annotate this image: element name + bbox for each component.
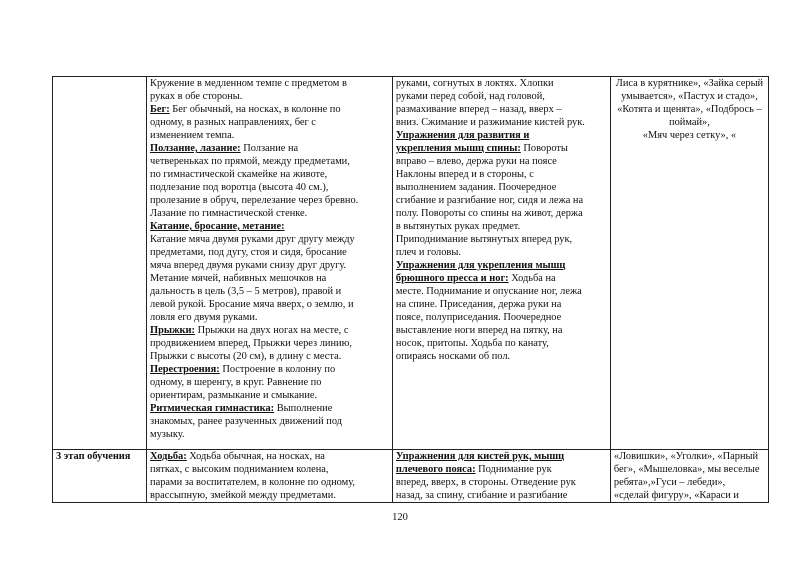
text-line (150, 116, 389, 129)
body-text: пятках, с высоким подниманием колена, (150, 464, 329, 475)
section-heading: Прыжки: (150, 325, 195, 336)
body-text: Прыжки с высоты (20 см), в длину с места. (150, 351, 342, 362)
game-line: Лиса в курятнике», «Зайка серый (615, 78, 764, 89)
body-text: в вытянутых руках предмет. (395, 221, 521, 232)
section-heading: Ползание, лазание: (150, 143, 241, 154)
text-line (396, 324, 607, 337)
body-text: Выполнение (274, 403, 333, 414)
game-line: поймай», (669, 117, 710, 128)
text-line (150, 285, 389, 298)
movements-cell (147, 77, 393, 450)
body-text: по гимнастической скамейке на животе, (150, 169, 328, 180)
text-line (396, 489, 607, 502)
text-line (396, 337, 607, 350)
body-text: поясе, полуприседания. Поочередное (395, 312, 562, 323)
text-line (396, 155, 607, 168)
text-line (396, 285, 607, 298)
body-text: предметами, под дугу, стоя и сидя, бросание (150, 247, 347, 258)
body-text: назад, за спину, сгибание и разгибание (395, 490, 568, 501)
body-text: Метание мячей, набивных мешочков на (150, 273, 327, 284)
text-line (150, 350, 389, 363)
text-line (150, 489, 389, 502)
text-line (396, 272, 607, 285)
text-line (150, 77, 389, 90)
text-line (150, 376, 389, 389)
stage-label: 3 этап обучения (53, 450, 147, 503)
games-cell (610, 77, 768, 450)
text-line (396, 463, 607, 476)
text-line (150, 220, 389, 233)
exercises-cell (392, 77, 610, 450)
section-heading: Упражнения для кистей рук, мышц (395, 451, 565, 462)
text-line (150, 463, 389, 476)
body-text: пролезание в обруч, перелезание через бревно. (150, 195, 359, 206)
body-text: Бег обычный, на носках, в колонне по (169, 104, 341, 115)
text-line (150, 298, 389, 311)
text-line (396, 207, 607, 220)
games-cell (610, 450, 768, 503)
text-line (396, 181, 607, 194)
text-line (396, 129, 607, 142)
text-line (396, 116, 607, 129)
text-line (396, 194, 607, 207)
game-line: «Ловишки», «Уголки», «Парный (613, 451, 759, 462)
text-line (150, 194, 389, 207)
body-text: четвереньках по прямой, между предметами, (150, 156, 350, 167)
text-line (396, 259, 607, 272)
text-line (150, 129, 389, 142)
movements-cell (147, 450, 393, 503)
body-text: носок, притопы. Ходьба по канату, (395, 338, 549, 349)
text-line (396, 311, 607, 324)
section-heading: Перестроения: (150, 364, 220, 375)
text-line (396, 90, 607, 103)
body-text: Ходьба обычная, на носках, на (186, 451, 325, 462)
text-line (150, 402, 389, 415)
text-line (150, 246, 389, 259)
body-text: подлезание под воротца (высота 40 см.), (150, 182, 329, 193)
body-text: опираясь носками об пол. (395, 351, 511, 362)
text-line (396, 168, 607, 181)
section-heading: брюшного пресса и ног: (395, 273, 509, 284)
body-text: Ползание на (240, 143, 299, 154)
body-text: вперед, вверх, в стороны. Отведение рук (395, 477, 576, 488)
text-line (150, 155, 389, 168)
body-text: на спине. Приседания, держа руки на (395, 299, 562, 310)
text-line (150, 103, 389, 116)
body-text: выставление ноги вперед на пятку, на (395, 325, 563, 336)
table-row (53, 450, 769, 503)
section-heading: плечевого пояса: (395, 464, 476, 475)
text-line (150, 272, 389, 285)
body-text: руками, согнутых в локтях. Хлопки (395, 78, 554, 89)
text-line (150, 337, 389, 350)
section-heading: Ритмическая гимнастика: (150, 403, 275, 414)
curriculum-table (52, 76, 769, 503)
body-text: врассыпную, змейкой между предметами. (150, 490, 336, 501)
text-line (396, 350, 607, 363)
game-line: «Котята и щенята», «Подбрось – (617, 104, 762, 115)
game-line: «сделай фигуру», «Караси и (613, 490, 739, 501)
body-text: плеч и головы. (395, 247, 461, 258)
text-line (396, 298, 607, 311)
text-line (396, 103, 607, 116)
body-text: руками перед собой, над головой, (395, 91, 545, 102)
text-line (150, 415, 389, 428)
body-text: дальность в цель (3,5 – 5 метров), правой и (150, 286, 342, 297)
text-line (150, 233, 389, 246)
text-line (150, 311, 389, 324)
body-text: одному, в разных направлениях, бег с (150, 117, 316, 128)
body-text: вправо – влево, держа руки на поясе (395, 156, 557, 167)
text-line (396, 476, 607, 489)
body-text: выполнением задания. Поочередное (395, 182, 557, 193)
body-text: сгибание и разгибание ног, сидя и лежа на (395, 195, 584, 206)
game-line: ребята»,»Гуси – лебеди», (613, 477, 726, 488)
body-text: ориентирам, размыкание и смыкание. (150, 390, 318, 401)
body-text: изменением темпа. (150, 130, 235, 141)
section-heading: укрепления мышц спины: (395, 143, 521, 154)
text-line (396, 220, 607, 233)
body-text: знакомых, ранее разученных движений под (150, 416, 342, 427)
text-line (150, 168, 389, 181)
body-text: левой рукой. Бросание мяча вверх, о землю, и (150, 299, 354, 310)
text-line (150, 450, 389, 463)
stage-cell-empty (53, 77, 147, 450)
section-heading: Катание, бросание, метание: (150, 221, 285, 232)
game-line: бег», «Мышеловка», мы веселые (613, 464, 760, 475)
body-text: руках в обе стороны. (150, 91, 243, 102)
game-line: «Мяч через сетку», « (642, 130, 737, 141)
body-text: Катание мяча двумя руками друг другу между (150, 234, 355, 245)
body-text: Кружение в медленном темпе с предметом в (150, 78, 347, 89)
body-text: парами за воспитателем, в колонне по одному, (150, 477, 356, 488)
body-text: музыку. (150, 429, 185, 440)
body-text: продвижением вперед, Прыжки через линию, (150, 338, 352, 349)
body-text: Повороты (520, 143, 568, 154)
text-line (150, 389, 389, 402)
text-line (150, 90, 389, 103)
page-number: 120 (392, 512, 408, 523)
text-line (150, 476, 389, 489)
text-line (150, 363, 389, 376)
body-text: одному, в шеренгу, в круг. Равнение по (150, 377, 322, 388)
text-line (150, 181, 389, 194)
body-text: вниз. Сжимание и разжимание кистей рук. (395, 117, 585, 128)
text-line (396, 233, 607, 246)
text-line (396, 142, 607, 155)
body-text: Построение в колонну по (219, 364, 336, 375)
game-line: умывается», «Пастух и стадо», (621, 91, 758, 102)
body-text: Приподнимание вытянутых вперед рук, (395, 234, 573, 245)
body-text: Лазание по гимнастической стенке. (150, 208, 308, 219)
section-heading: Упражнения для укрепления мышц (395, 260, 566, 271)
body-text: Ходьба на (508, 273, 556, 284)
section-heading: Упражнения для развития и (395, 130, 530, 141)
exercises-cell (392, 450, 610, 503)
text-line (150, 428, 389, 441)
body-text: мяча вперед двумя руками снизу друг другу. (150, 260, 347, 271)
text-line (150, 259, 389, 272)
text-line (396, 77, 607, 90)
body-text: Наклоны вперед и в стороны, с (395, 169, 534, 180)
body-text: Прыжки на двух ногах на месте, с (194, 325, 349, 336)
text-line (150, 207, 389, 220)
text-line (150, 142, 389, 155)
body-text: месте. Поднимание и опускание ног, лежа (395, 286, 582, 297)
text-line (150, 324, 389, 337)
text-line (396, 246, 607, 259)
table-row (53, 77, 769, 450)
body-text: полу. Повороты со спины на живот, держа (395, 208, 583, 219)
section-heading: Бег: (150, 104, 170, 115)
text-line (396, 450, 607, 463)
body-text: размахивание вперед – назад, вверх – (395, 104, 562, 115)
body-text: Поднимание рук (475, 464, 552, 475)
body-text: ловля его двумя руками. (150, 312, 258, 323)
section-heading: Ходьба: (150, 451, 187, 462)
